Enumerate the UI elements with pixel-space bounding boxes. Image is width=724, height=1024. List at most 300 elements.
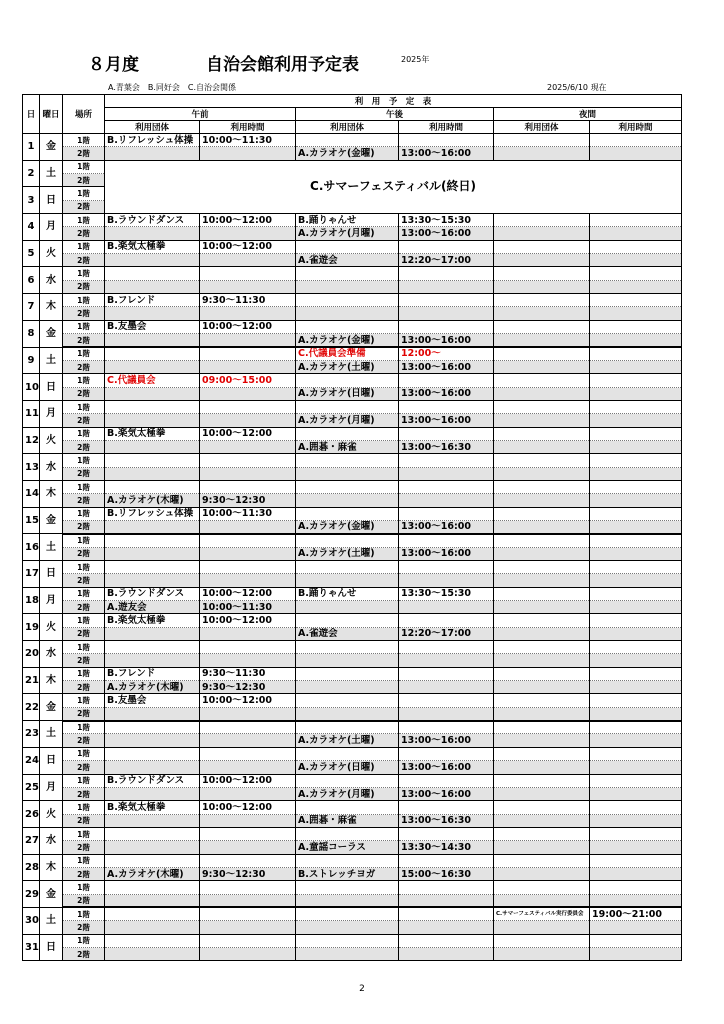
night-group-cell: [494, 440, 590, 453]
pm-group-cell: B.ストレッチヨガ: [296, 867, 399, 880]
am-time-cell: 10:00～12:00: [200, 614, 296, 627]
floor-label: 2階: [63, 761, 105, 774]
night-group-cell: [494, 934, 590, 947]
pm-group-cell: [296, 307, 399, 320]
night-group-cell: [494, 240, 590, 253]
am-time-cell: [200, 254, 296, 267]
pm-time-cell: [399, 667, 494, 680]
night-group-cell: [494, 520, 590, 533]
weekday: 日: [40, 187, 63, 214]
floor-label: 2階: [63, 254, 105, 267]
pm-group-cell: A.童謡コーラス: [296, 841, 399, 854]
pm-time-cell: 13:30～15:30: [399, 214, 494, 227]
night-time-cell: [590, 894, 682, 907]
pm-time-cell: [399, 427, 494, 440]
night-group-cell: [494, 307, 590, 320]
am-group-cell: [105, 654, 200, 667]
am-time-cell: [200, 881, 296, 894]
am-time-cell: [200, 854, 296, 867]
floor-label: 1階: [63, 534, 105, 547]
night-group-cell: [494, 334, 590, 347]
night-group-cell: [494, 814, 590, 827]
am-time-cell: [200, 280, 296, 293]
am-time-cell: [200, 707, 296, 720]
pm-time-cell: [399, 681, 494, 694]
night-time-cell: [590, 667, 682, 680]
day-number: 6: [23, 267, 40, 294]
weekday: 木: [40, 294, 63, 321]
pm-group-cell: [296, 881, 399, 894]
night-group-cell: [494, 601, 590, 614]
night-time-cell: [590, 814, 682, 827]
table-row: [23, 601, 682, 614]
table-row: [23, 320, 682, 333]
pm-time-cell: [399, 400, 494, 413]
night-time-cell: [590, 854, 682, 867]
day-number: 20: [23, 641, 40, 668]
table-row: [23, 814, 682, 827]
pm-group-cell: [296, 494, 399, 507]
weekday: 月: [40, 214, 63, 241]
table-row: [23, 774, 682, 787]
col-am: 午前: [105, 108, 296, 121]
am-time-cell: [200, 787, 296, 800]
night-group-cell: [494, 387, 590, 400]
night-time-cell: [590, 947, 682, 960]
night-time-cell: [590, 480, 682, 493]
am-time-cell: [200, 627, 296, 640]
pm-time-cell: 12:20～17:00: [399, 254, 494, 267]
weekday: 日: [40, 374, 63, 401]
night-group-cell: [494, 427, 590, 440]
am-group-cell: B.フレンド: [105, 667, 200, 680]
night-group-cell: [494, 374, 590, 387]
weekday: 金: [40, 134, 63, 161]
pm-group-cell: [296, 801, 399, 814]
pm-time-cell: 13:00～16:30: [399, 440, 494, 453]
table-row: [23, 801, 682, 814]
floor-label: 1階: [63, 827, 105, 840]
pm-group-cell: [296, 280, 399, 293]
pm-group-cell: [296, 721, 399, 734]
floor-label: 1階: [63, 561, 105, 574]
night-time-cell: [590, 147, 682, 160]
am-time-cell: [200, 347, 296, 360]
am-group-cell: B.リフレッシュ体操: [105, 134, 200, 147]
am-time-cell: [200, 480, 296, 493]
table-row: [23, 854, 682, 867]
weekday: 土: [40, 160, 63, 187]
night-time-cell: [590, 921, 682, 934]
pm-time-cell: [399, 267, 494, 280]
table-row: [23, 294, 682, 307]
am-time-cell: 9:30～11:30: [200, 294, 296, 307]
am-time-cell: 10:00～11:30: [200, 601, 296, 614]
pm-time-cell: [399, 774, 494, 787]
floor-label: 1階: [63, 427, 105, 440]
night-group-cell: [494, 787, 590, 800]
night-group-cell: [494, 467, 590, 480]
pm-group-cell: [296, 267, 399, 280]
am-group-cell: B.リフレッシュ体操: [105, 507, 200, 520]
night-group-cell: [494, 454, 590, 467]
am-time-cell: [200, 721, 296, 734]
table-row: [23, 654, 682, 667]
am-time-cell: 9:30～12:30: [200, 494, 296, 507]
night-time-cell: [590, 427, 682, 440]
weekday: 土: [40, 347, 63, 374]
am-time-cell: [200, 894, 296, 907]
am-group-cell: [105, 734, 200, 747]
night-time-cell: [590, 387, 682, 400]
table-row: [23, 787, 682, 800]
am-time-cell: 9:30～12:30: [200, 867, 296, 880]
night-time-cell: [590, 721, 682, 734]
category-legend: A.青葉会 B.同好会 C.自治会関係: [108, 83, 237, 92]
am-group-cell: [105, 934, 200, 947]
floor-label: 1階: [63, 614, 105, 627]
table-row: [23, 694, 682, 707]
pm-group-cell: A.囲碁・麻雀: [296, 440, 399, 453]
day-number: 21: [23, 667, 40, 694]
pm-group-cell: A.カラオケ(土曜): [296, 734, 399, 747]
am-group-cell: [105, 907, 200, 920]
col-night: 夜間: [494, 108, 682, 121]
pm-group-cell: [296, 747, 399, 760]
table-row: [23, 360, 682, 373]
am-group-cell: [105, 440, 200, 453]
floor-label: 2階: [63, 841, 105, 854]
floor-label: 1階: [63, 347, 105, 360]
day-number: 23: [23, 721, 40, 748]
am-time-cell: 09:00～15:00: [200, 374, 296, 387]
table-row: [23, 387, 682, 400]
floor-label: 2階: [63, 707, 105, 720]
day-number: 17: [23, 561, 40, 588]
am-time-cell: [200, 520, 296, 533]
weekday: 土: [40, 907, 63, 934]
am-group-cell: [105, 854, 200, 867]
table-row: [23, 681, 682, 694]
floor-label: 1階: [63, 721, 105, 734]
night-group-cell: [494, 721, 590, 734]
am-group-cell: [105, 400, 200, 413]
night-time-cell: [590, 881, 682, 894]
pm-time-cell: [399, 480, 494, 493]
night-time-cell: [590, 827, 682, 840]
am-group-cell: B.ラウンドダンス: [105, 587, 200, 600]
floor-label: 2階: [63, 147, 105, 160]
pm-group-cell: [296, 694, 399, 707]
night-group-cell: [494, 494, 590, 507]
pm-time-cell: 13:00～16:30: [399, 814, 494, 827]
pm-group-cell: [296, 774, 399, 787]
pm-group-cell: [296, 454, 399, 467]
table-row: [23, 827, 682, 840]
floor-label: 1階: [63, 694, 105, 707]
am-group-cell: [105, 707, 200, 720]
table-row: [23, 454, 682, 467]
night-time-cell: [590, 694, 682, 707]
night-group-cell: [494, 254, 590, 267]
weekday: 水: [40, 454, 63, 481]
am-group-cell: [105, 641, 200, 654]
am-group-cell: [105, 787, 200, 800]
pm-time-cell: 13:00～16:00: [399, 547, 494, 560]
night-time-cell: [590, 641, 682, 654]
night-group-cell: [494, 614, 590, 627]
am-time-cell: [200, 907, 296, 920]
weekday: 金: [40, 320, 63, 347]
weekday: 金: [40, 694, 63, 721]
floor-label: 2階: [63, 894, 105, 907]
am-time-cell: [200, 734, 296, 747]
floor-label: 2階: [63, 947, 105, 960]
table-row: [23, 734, 682, 747]
am-group-cell: [105, 721, 200, 734]
day-number: 28: [23, 854, 40, 881]
am-group-cell: [105, 267, 200, 280]
col-pm-group: 利用団体: [296, 121, 399, 134]
floor-label: 2階: [63, 440, 105, 453]
pm-time-cell: 12:00～: [399, 347, 494, 360]
table-row: [23, 520, 682, 533]
floor-label: 1階: [63, 134, 105, 147]
pm-group-cell: [296, 320, 399, 333]
night-group-cell: [494, 227, 590, 240]
am-time-cell: [200, 387, 296, 400]
am-group-cell: [105, 561, 200, 574]
table-row: [23, 347, 682, 360]
night-group-cell: [494, 681, 590, 694]
am-group-cell: [105, 280, 200, 293]
night-time-cell: [590, 414, 682, 427]
weekday: 月: [40, 400, 63, 427]
pm-group-cell: A.囲碁・麻雀: [296, 814, 399, 827]
pm-time-cell: [399, 374, 494, 387]
pm-group-cell: [296, 667, 399, 680]
am-group-cell: [105, 387, 200, 400]
floor-label: 1階: [63, 854, 105, 867]
night-time-cell: [590, 934, 682, 947]
pm-group-cell: [296, 921, 399, 934]
schedule-table: [22, 94, 682, 961]
table-row: [23, 334, 682, 347]
table-row: [23, 280, 682, 293]
night-time-cell: [590, 467, 682, 480]
col-am-group: 利用団体: [105, 121, 200, 134]
table-row: [23, 627, 682, 640]
col-pm-time: 利用時間: [399, 121, 494, 134]
am-time-cell: [200, 454, 296, 467]
floor-label: 2階: [63, 227, 105, 240]
night-time-cell: [590, 734, 682, 747]
weekday: 木: [40, 667, 63, 694]
am-group-cell: [105, 334, 200, 347]
night-time-cell: [590, 214, 682, 227]
pm-time-cell: 12:20～17:00: [399, 627, 494, 640]
night-time-cell: [590, 801, 682, 814]
weekday: 日: [40, 561, 63, 588]
floor-label: 1階: [63, 507, 105, 520]
pm-time-cell: [399, 694, 494, 707]
table-row: [23, 587, 682, 600]
night-group-cell: [494, 400, 590, 413]
floor-label: 2階: [63, 681, 105, 694]
am-group-cell: B.楽気太極拳: [105, 801, 200, 814]
pm-group-cell: [296, 240, 399, 253]
am-group-cell: [105, 147, 200, 160]
night-time-cell: [590, 454, 682, 467]
night-group-cell: [494, 360, 590, 373]
am-group-cell: [105, 534, 200, 547]
night-time-cell: [590, 494, 682, 507]
weekday: 水: [40, 641, 63, 668]
table-row: [23, 134, 682, 147]
pm-group-cell: [296, 947, 399, 960]
pm-time-cell: 13:00～16:00: [399, 520, 494, 533]
table-row: [23, 667, 682, 680]
day-number: 30: [23, 907, 40, 934]
table-row: [23, 227, 682, 240]
am-time-cell: 10:00～11:30: [200, 507, 296, 520]
table-row: [23, 240, 682, 253]
pm-group-cell: [296, 427, 399, 440]
pm-group-cell: A.カラオケ(月曜): [296, 414, 399, 427]
weekday: 水: [40, 267, 63, 294]
weekday: 月: [40, 774, 63, 801]
table-row: [23, 160, 682, 173]
day-number: 1: [23, 134, 40, 161]
night-time-cell: [590, 587, 682, 600]
weekday: 木: [40, 480, 63, 507]
day-number: 18: [23, 587, 40, 614]
night-time-cell: [590, 507, 682, 520]
col-weekday: 曜日: [40, 95, 63, 134]
summer-festival-event: C.サマーフェスティバル(終日): [105, 160, 682, 213]
am-time-cell: 10:00～12:00: [200, 801, 296, 814]
floor-label: 2階: [63, 360, 105, 373]
table-row: [23, 707, 682, 720]
am-group-cell: [105, 627, 200, 640]
floor-label: 2階: [63, 867, 105, 880]
table-row: [23, 147, 682, 160]
pm-group-cell: [296, 654, 399, 667]
night-time-cell: [590, 707, 682, 720]
pm-group-cell: B.踊りゃんせ: [296, 587, 399, 600]
night-group-cell: [494, 747, 590, 760]
weekday: 土: [40, 534, 63, 561]
pm-group-cell: [296, 681, 399, 694]
am-group-cell: A.遊友会: [105, 601, 200, 614]
pm-group-cell: [296, 614, 399, 627]
weekday: 木: [40, 854, 63, 881]
am-time-cell: [200, 654, 296, 667]
floor-label: 2階: [63, 334, 105, 347]
pm-group-cell: A.カラオケ(土曜): [296, 547, 399, 560]
pm-time-cell: [399, 721, 494, 734]
pm-group-cell: [296, 467, 399, 480]
pm-time-cell: 13:30～15:30: [399, 587, 494, 600]
am-time-cell: 9:30～12:30: [200, 681, 296, 694]
am-group-cell: [105, 454, 200, 467]
floor-label: 1階: [63, 667, 105, 680]
day-number: 29: [23, 881, 40, 908]
night-time-cell: [590, 334, 682, 347]
night-group-cell: [494, 707, 590, 720]
am-group-cell: [105, 520, 200, 533]
night-group-cell: [494, 654, 590, 667]
day-number: 19: [23, 614, 40, 641]
pm-time-cell: [399, 934, 494, 947]
pm-time-cell: 13:00～16:00: [399, 387, 494, 400]
floor-label: 2階: [63, 520, 105, 533]
night-time-cell: [590, 601, 682, 614]
weekday: 金: [40, 881, 63, 908]
night-group-cell: [494, 147, 590, 160]
am-time-cell: [200, 334, 296, 347]
am-group-cell: [105, 747, 200, 760]
table-row: [23, 921, 682, 934]
day-number: 9: [23, 347, 40, 374]
table-row: [23, 641, 682, 654]
am-group-cell: [105, 254, 200, 267]
am-time-cell: [200, 921, 296, 934]
floor-label: 1階: [63, 320, 105, 333]
day-number: 4: [23, 214, 40, 241]
am-group-cell: [105, 761, 200, 774]
pm-time-cell: [399, 280, 494, 293]
table-row: [23, 867, 682, 880]
am-group-cell: A.カラオケ(木曜): [105, 867, 200, 880]
pm-group-cell: [296, 907, 399, 920]
night-time-cell: 19:00～21:00: [590, 907, 682, 920]
as-of-date: 2025/6/10 現在: [547, 83, 607, 92]
col-night-group: 利用団体: [494, 121, 590, 134]
table-row: [23, 440, 682, 453]
night-group-cell: [494, 561, 590, 574]
am-time-cell: [200, 400, 296, 413]
pm-time-cell: [399, 294, 494, 307]
table-row: [23, 747, 682, 760]
weekday: 火: [40, 614, 63, 641]
table-row: [23, 547, 682, 560]
weekday: 日: [40, 747, 63, 774]
pm-group-cell: A.カラオケ(金曜): [296, 334, 399, 347]
am-group-cell: [105, 827, 200, 840]
floor-label: 1階: [63, 240, 105, 253]
table-row: [23, 374, 682, 387]
am-time-cell: [200, 947, 296, 960]
night-time-cell: [590, 561, 682, 574]
night-group-cell: [494, 547, 590, 560]
floor-label: 1階: [63, 587, 105, 600]
table-row: [23, 881, 682, 894]
am-time-cell: [200, 414, 296, 427]
night-group-cell: [494, 294, 590, 307]
pm-time-cell: [399, 747, 494, 760]
night-time-cell: [590, 347, 682, 360]
pm-group-cell: [296, 561, 399, 574]
pm-time-cell: 13:00～16:00: [399, 734, 494, 747]
am-group-cell: [105, 841, 200, 854]
floor-label: 1階: [63, 774, 105, 787]
table-row: [23, 480, 682, 493]
am-group-cell: B.楽気太極拳: [105, 427, 200, 440]
pm-time-cell: [399, 881, 494, 894]
night-group-cell: [494, 694, 590, 707]
am-time-cell: 10:00～12:00: [200, 320, 296, 333]
